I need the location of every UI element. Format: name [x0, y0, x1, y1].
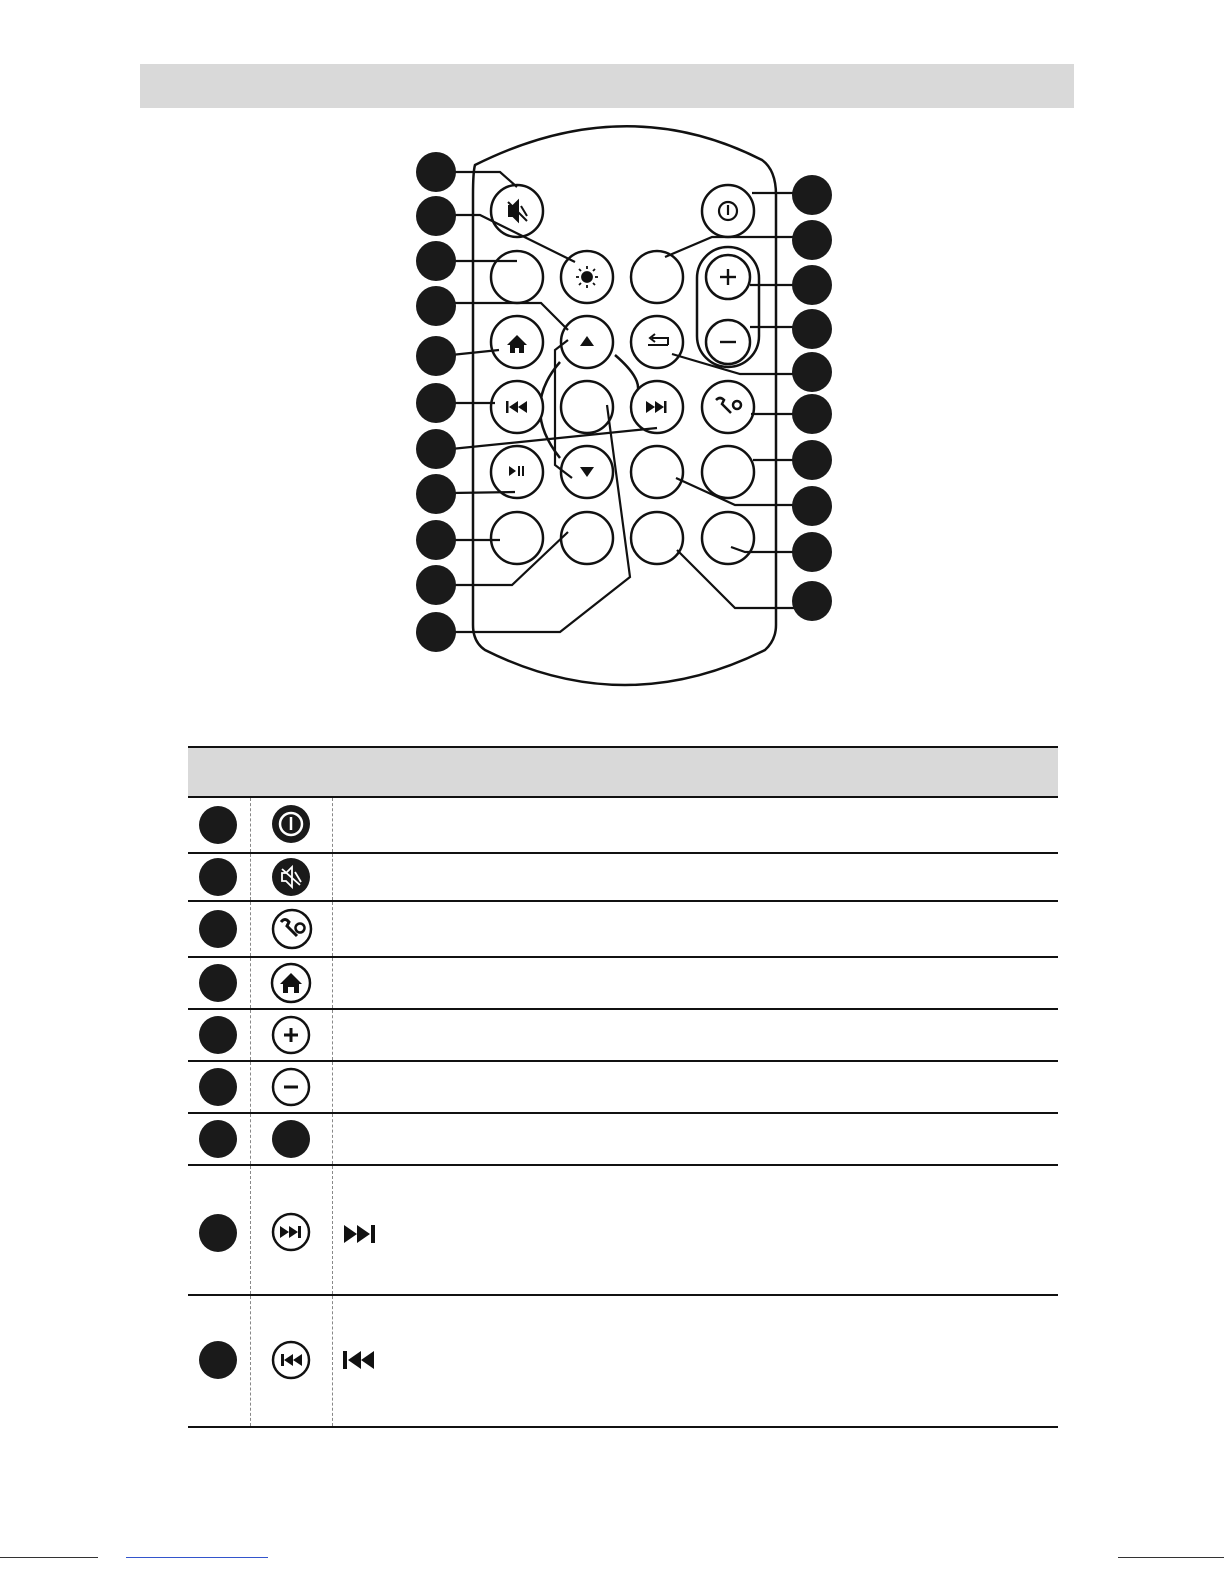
callout-left-4 — [416, 286, 456, 326]
callout-left-7 — [416, 429, 456, 469]
table-row-volume-down — [188, 1062, 1058, 1114]
callout-left-5 — [416, 336, 456, 376]
table-row-volume-up — [188, 1010, 1058, 1062]
mute-icon — [270, 857, 312, 897]
blank-button-r5c4 — [702, 446, 754, 498]
callout-right-5 — [792, 352, 832, 392]
volume-down-icon — [270, 1067, 312, 1107]
callout-right-6 — [792, 394, 832, 434]
table-row-power — [188, 798, 1058, 854]
remote-diagram — [0, 110, 1224, 690]
table-row-previous-track — [188, 1296, 1058, 1428]
callout-right-1 — [792, 175, 832, 215]
callout-right-7 — [792, 440, 832, 480]
callout-left-9 — [416, 520, 456, 560]
ok-button — [561, 381, 613, 433]
next-track-icon — [270, 1212, 312, 1252]
blank-button-r6c3 — [631, 512, 683, 564]
table-row-settings — [188, 902, 1058, 958]
blank-button-r6c4 — [702, 512, 754, 564]
back-button — [631, 316, 683, 368]
previous-track-glyph — [342, 1350, 382, 1370]
callout-right-8 — [792, 486, 832, 526]
row-number-dot — [199, 910, 237, 948]
callout-left-3 — [416, 241, 456, 281]
callout-left-1 — [416, 152, 456, 192]
blank-button-r5c3 — [631, 446, 683, 498]
next-track-glyph — [342, 1224, 382, 1244]
callout-left-6 — [416, 383, 456, 423]
row-number-dot — [199, 1016, 237, 1054]
filled-button-icon — [270, 1118, 312, 1160]
callout-left-10 — [416, 565, 456, 605]
blank-button-r6c2 — [561, 512, 613, 564]
table-row-mute — [188, 854, 1058, 902]
table-row-filled-button — [188, 1114, 1058, 1166]
settings-icon — [270, 908, 314, 950]
callout-right-9 — [792, 532, 832, 572]
play-pause-button — [491, 446, 543, 498]
callout-right-10 — [792, 581, 832, 621]
row-number-dot — [199, 1341, 237, 1379]
row-number-dot — [199, 858, 237, 896]
settings-button — [702, 381, 754, 433]
table-row-home — [188, 958, 1058, 1010]
footer-rule-right — [1118, 1557, 1224, 1558]
row-number-dot — [199, 1068, 237, 1106]
home-icon — [270, 962, 312, 1004]
volume-up-icon — [270, 1015, 312, 1055]
blank-button-r6c1 — [491, 512, 543, 564]
callout-left-8 — [416, 474, 456, 514]
row-number-dot — [199, 964, 237, 1002]
callout-left-11 — [416, 612, 456, 652]
table-row-next-track — [188, 1166, 1058, 1296]
button-table — [188, 746, 1058, 1428]
table-header — [188, 746, 1058, 798]
row-number-dot — [199, 1214, 237, 1252]
row-number-dot — [199, 806, 237, 844]
callout-right-3 — [792, 265, 832, 305]
callout-right-2 — [792, 220, 832, 260]
row-number-dot — [199, 1120, 237, 1158]
blank-button-r1c3 — [631, 251, 683, 303]
power-icon — [270, 803, 312, 845]
blank-button-r1c1 — [491, 251, 543, 303]
previous-track-icon — [270, 1340, 312, 1380]
footer-rule-left — [0, 1557, 98, 1558]
callout-right-4 — [792, 309, 832, 349]
section-header-bar — [140, 64, 1074, 108]
callout-left-2 — [416, 196, 456, 236]
footer-link-underline[interactable] — [126, 1557, 268, 1558]
